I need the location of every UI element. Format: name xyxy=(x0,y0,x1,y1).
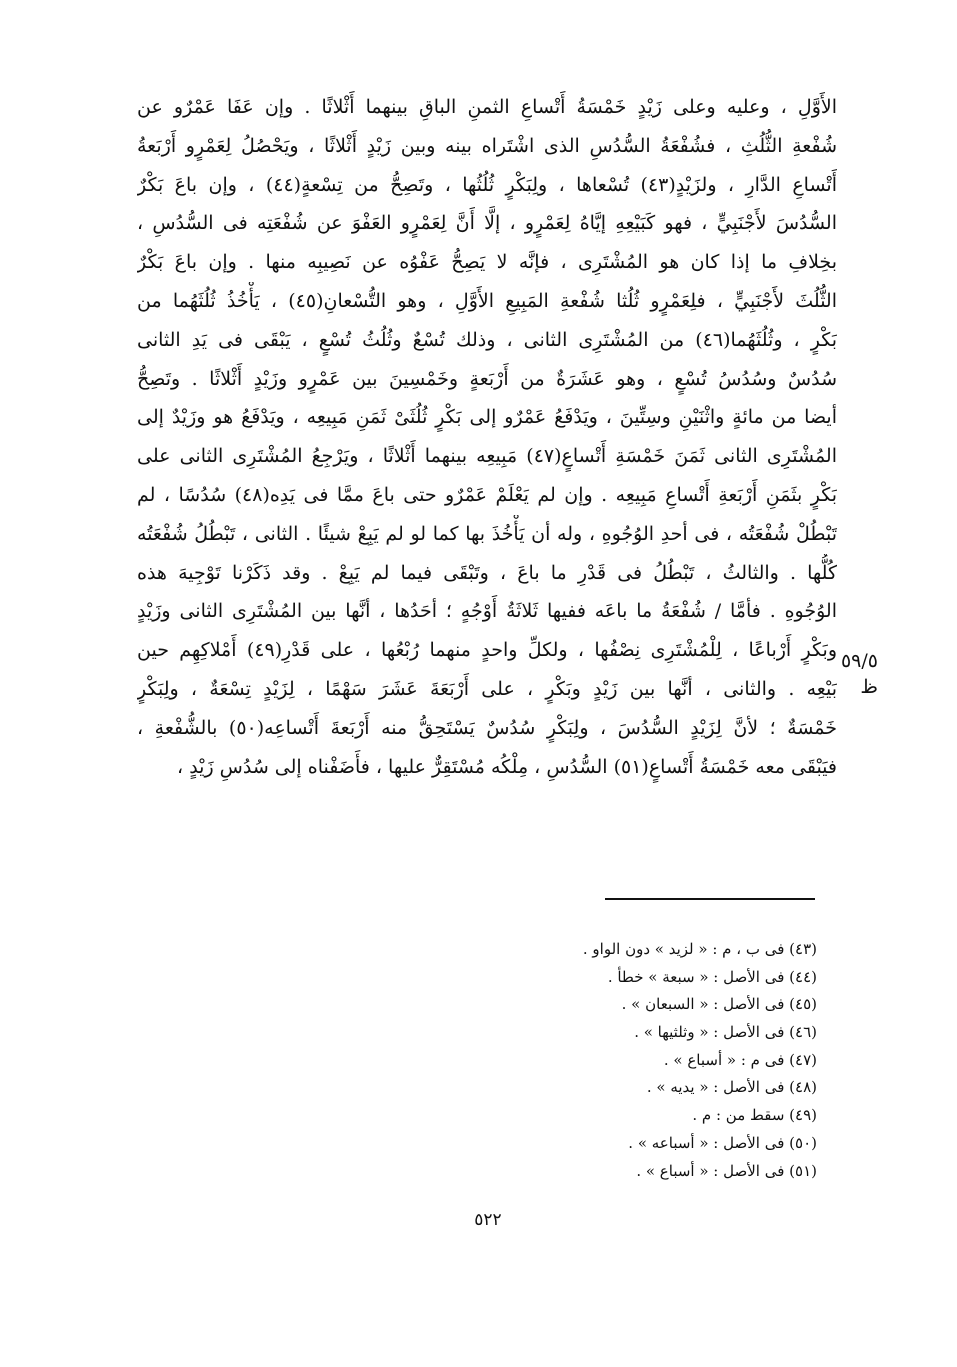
footnote: (٤٥) فى الأصل : « السبعان » . xyxy=(621,995,817,1014)
text-line: أَتْساعِ الدَّارِ ، ولزَيْدٍ(٤٣) تُسْعاها ، ولِبَكْرٍ ثُلُثُها ، وتَصِحُّ من تِسْعةٍ(٤٤) ، وإن باعَ بَكْرٌ xyxy=(137,173,837,196)
footnote: (٤٤) فى الأصل : « سبعة » خطأ . xyxy=(607,967,817,986)
manuscript-folio-marker: ٥٩/٥ ظ xyxy=(840,650,878,698)
footnotes-block xyxy=(397,936,817,1185)
text-line: الوُجُوهِ . فأمَّا / شُفْعَةُ ما باعَه ففيها ثَلاثَةُ أَوْجُهٍ ؛ أحَدُها ، أنَّها بين المُشْتَرِى الثانى وزَيْدٍ xyxy=(137,600,837,623)
text-line: السُّدُسَ لأَجْنَبِيٍّ ، فهو كَبَيْعِهِ إيَّاهُ لِعَمْرٍو ، إلَّا أَنَّ لِعَمْرٍو العَفْوَ عن شُفْعَتِه فى السُّدُسِ ، xyxy=(137,212,837,235)
text-line: كُلُّها . والثالثُ ، تَبْطُلُ فى قَدْرِ ما باعَ ، وتَبْقَى فيما لم يَبِعْ . وقد ذَكَرْنا تَوْجِيهَ هذه xyxy=(137,561,837,584)
text-line: بَكْرٍ ، وثُلُثَهُما(٤٦) من المُشْتَرِى الثانى ، وذلك تُسْعٌ وثُلُثُ تُسْعٍ ، يَبْقَى فى يَدِ الثانى xyxy=(137,328,837,351)
text-line: سُدُسٌ وسُدُسُ تُسْعٍ ، وهو عَشَرَةٌ من أَرْبَعةٍ وخَمْسِينَ بين عَمْرٍو وزَيْدٍ أَثْلاثًا . وتَصِحُّ xyxy=(137,367,837,390)
main-text-block xyxy=(137,88,837,786)
footnote: (٤٨) فى الأصل : « يديه » . xyxy=(646,1078,817,1097)
footnote: (٤٧) فى م : « أسباع » . xyxy=(663,1050,817,1069)
text-line: الثُّلُثَ لأَجْنَبِيٍّ ، فلِعَمْرٍو ثُلُثا شُفْعةِ المَبِيعِ الأَوَّلِ ، وهو التُّسْعانِ(٤٥) ، يَأْخُذُ ثُلُثَهُما من xyxy=(137,289,837,312)
text-line: شُفْعةِ الثُّلُثِ ، فشُفْعَةُ السُّدُسِ الذى اشْتَراه بينه وبين زَيْدٍ أَثْلاثًا ، ويَحْصُلُ لِعَمْرٍو أَرْبَعةُ xyxy=(137,134,837,157)
footnote: (٤٩) سقط من : م . xyxy=(692,1106,817,1125)
text-line: بَيْعِه . والثانى ، أنَّها بين زَيْدٍ وبَكْرٍ ، على أَرْبَعَةَ عَشَرَ سَهْمًا ، لِزَيْدٍ تِسْعَةٌ ، ولِبَكْرٍ xyxy=(137,677,837,700)
text-line: بخِلافِ ما إذا كان هو المُشْتَرِى ، فإنَّه لا يَصِحُّ عَفْوُه عن نَصِيبِه منها . وإن باعَ بَكْرٌ xyxy=(137,251,837,274)
footnote: (٥١) فى الأصل : « أسباع » . xyxy=(636,1161,817,1180)
text-line: فيَبْقَى معه خَمْسَةُ أَتْساعٍ(٥١) السُّدُسِ ، مِلْكُه مُسْتَقِرٌّ عليها ، فأَضَفْناه إلى سُدُسِ زَيْدٍ ، xyxy=(177,755,837,778)
text-line: تَبْطُلْ شُفْعَتُه ، فى أحدِ الوُجُوهِ ، وله أن يَأْخُذَ بها كما لو لم يَبِعْ شيئًا . الثانى ، تَبْطُلُ شُفْعَتُه xyxy=(137,522,837,545)
footnote-divider xyxy=(605,898,815,900)
text-line: الأَوَّلِ ، وعليه وعلى زَيْدٍ خَمْسَةُ أَتْساعِ الثمنِ الباقِ بينهما أَثْلاثًا . وإن عَفَا عَمْرٌو عن xyxy=(137,96,837,118)
text-line: المُشْتَرِى الثانى ثَمَنَ خَمْسَةِ أَتْساعٍ(٤٧) مَبِيعِه بينهما أَثْلاثًا ، ويَرْجِعُ المُشْتَرِى الثانى على xyxy=(137,445,837,468)
text-line: بَكْرٍ بثَمَنِ أَرْبَعةِ أَتْساعِ مَبِيعِه . وإن لم يَعْلَمْ عَمْرٌو حتى باعَ ممَّا فى يَدِه(٤٨) سُدُسًا ، لم xyxy=(137,483,837,506)
text-line: وبَكْرٍ أَرْباعًا ، لِلْمُشْتَرِى نِصْفُها ، ولكلِّ واحدٍ منهما رُبْعُها ، على قَدْرِ(٤٩) أَمْلاكِهِم حين xyxy=(137,639,837,662)
footnote: (٤٦) فى الأصل : « وثلثيها » . xyxy=(634,1023,817,1042)
text-line: خَمْسَةٌ ؛ لأنَّ لِزَيْدٍ السُّدُسَ ، ولِبَكْرٍ سُدُسٌ يَسْتَحِقُّ منه أَرْبَعةَ أَتْساعِه(٥٠) بالشُّفْعةِ ، xyxy=(137,716,837,739)
page-number: ٥٢٢ xyxy=(474,1210,502,1230)
footnote: (٤٣) فى ب ، م : « لزيد » دون الواو . xyxy=(582,940,817,958)
text-line: أيضا من مائةٍ واثْنَيْنِ وسِتِّينَ ، ويَدْفَعُ عَمْرٌو إلى بَكْرٍ ثُلُثَىْ ثَمَنِ مَبِيعِه ، ويَدْفَعُ هو وزَيْدٌ إلى xyxy=(137,406,837,429)
footnote: (٥٠) فى الأصل : « أسباعه » . xyxy=(628,1133,817,1152)
